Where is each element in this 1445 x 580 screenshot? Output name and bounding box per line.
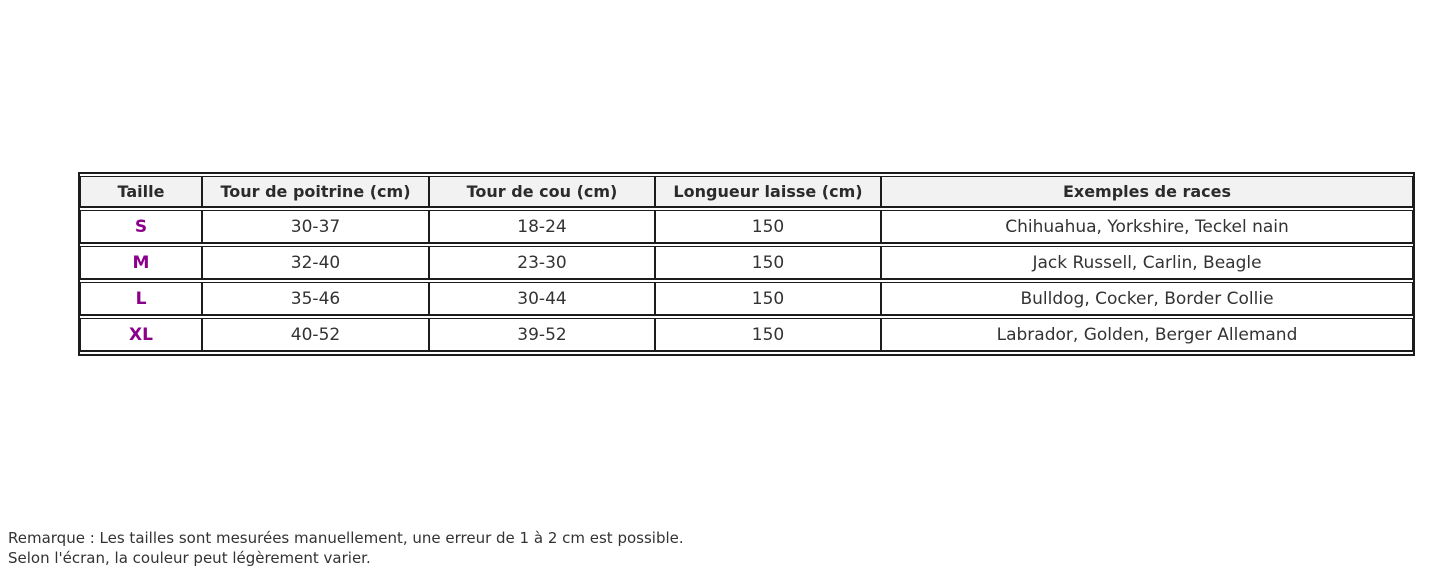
cell-races: Jack Russell, Carlin, Beagle — [881, 246, 1413, 280]
cell-laisse: 150 — [655, 246, 881, 280]
table-row — [80, 210, 1413, 244]
cell-taille: M — [80, 246, 202, 280]
cell-poitrine: 40-52 — [202, 318, 429, 352]
cell-races: Chihuahua, Yorkshire, Teckel nain — [881, 210, 1413, 244]
cell-cou: 18-24 — [429, 210, 655, 244]
col-header-taille: Taille — [80, 176, 202, 208]
cell-taille: L — [80, 282, 202, 316]
cell-taille: S — [80, 210, 202, 244]
cell-laisse: 150 — [655, 210, 881, 244]
col-header-poitrine: Tour de poitrine (cm) — [202, 176, 429, 208]
note — [8, 528, 684, 568]
col-header-cou: Tour de cou (cm) — [429, 176, 655, 208]
cell-cou: 30-44 — [429, 282, 655, 316]
cell-races: Labrador, Golden, Berger Allemand — [881, 318, 1413, 352]
note-line-2: Selon l'écran, la couleur peut légèrement varier. — [8, 549, 371, 567]
note-line-1: Remarque : Les tailles sont mesurées manuellement, une erreur de 1 à 2 cm est possible. — [8, 529, 684, 547]
cell-poitrine: 32-40 — [202, 246, 429, 280]
col-header-laisse: Longueur laisse (cm) — [655, 176, 881, 208]
cell-taille: XL — [80, 318, 202, 352]
table-header-row — [80, 176, 1413, 208]
cell-cou: 39-52 — [429, 318, 655, 352]
cell-cou: 23-30 — [429, 246, 655, 280]
table-row — [80, 246, 1413, 280]
table-row — [80, 282, 1413, 316]
cell-laisse: 150 — [655, 282, 881, 316]
col-header-races: Exemples de races — [881, 176, 1413, 208]
size-chart-table — [78, 172, 1415, 356]
cell-races: Bulldog, Cocker, Border Collie — [881, 282, 1413, 316]
cell-laisse: 150 — [655, 318, 881, 352]
cell-poitrine: 35-46 — [202, 282, 429, 316]
table-row — [80, 318, 1413, 352]
cell-poitrine: 30-37 — [202, 210, 429, 244]
